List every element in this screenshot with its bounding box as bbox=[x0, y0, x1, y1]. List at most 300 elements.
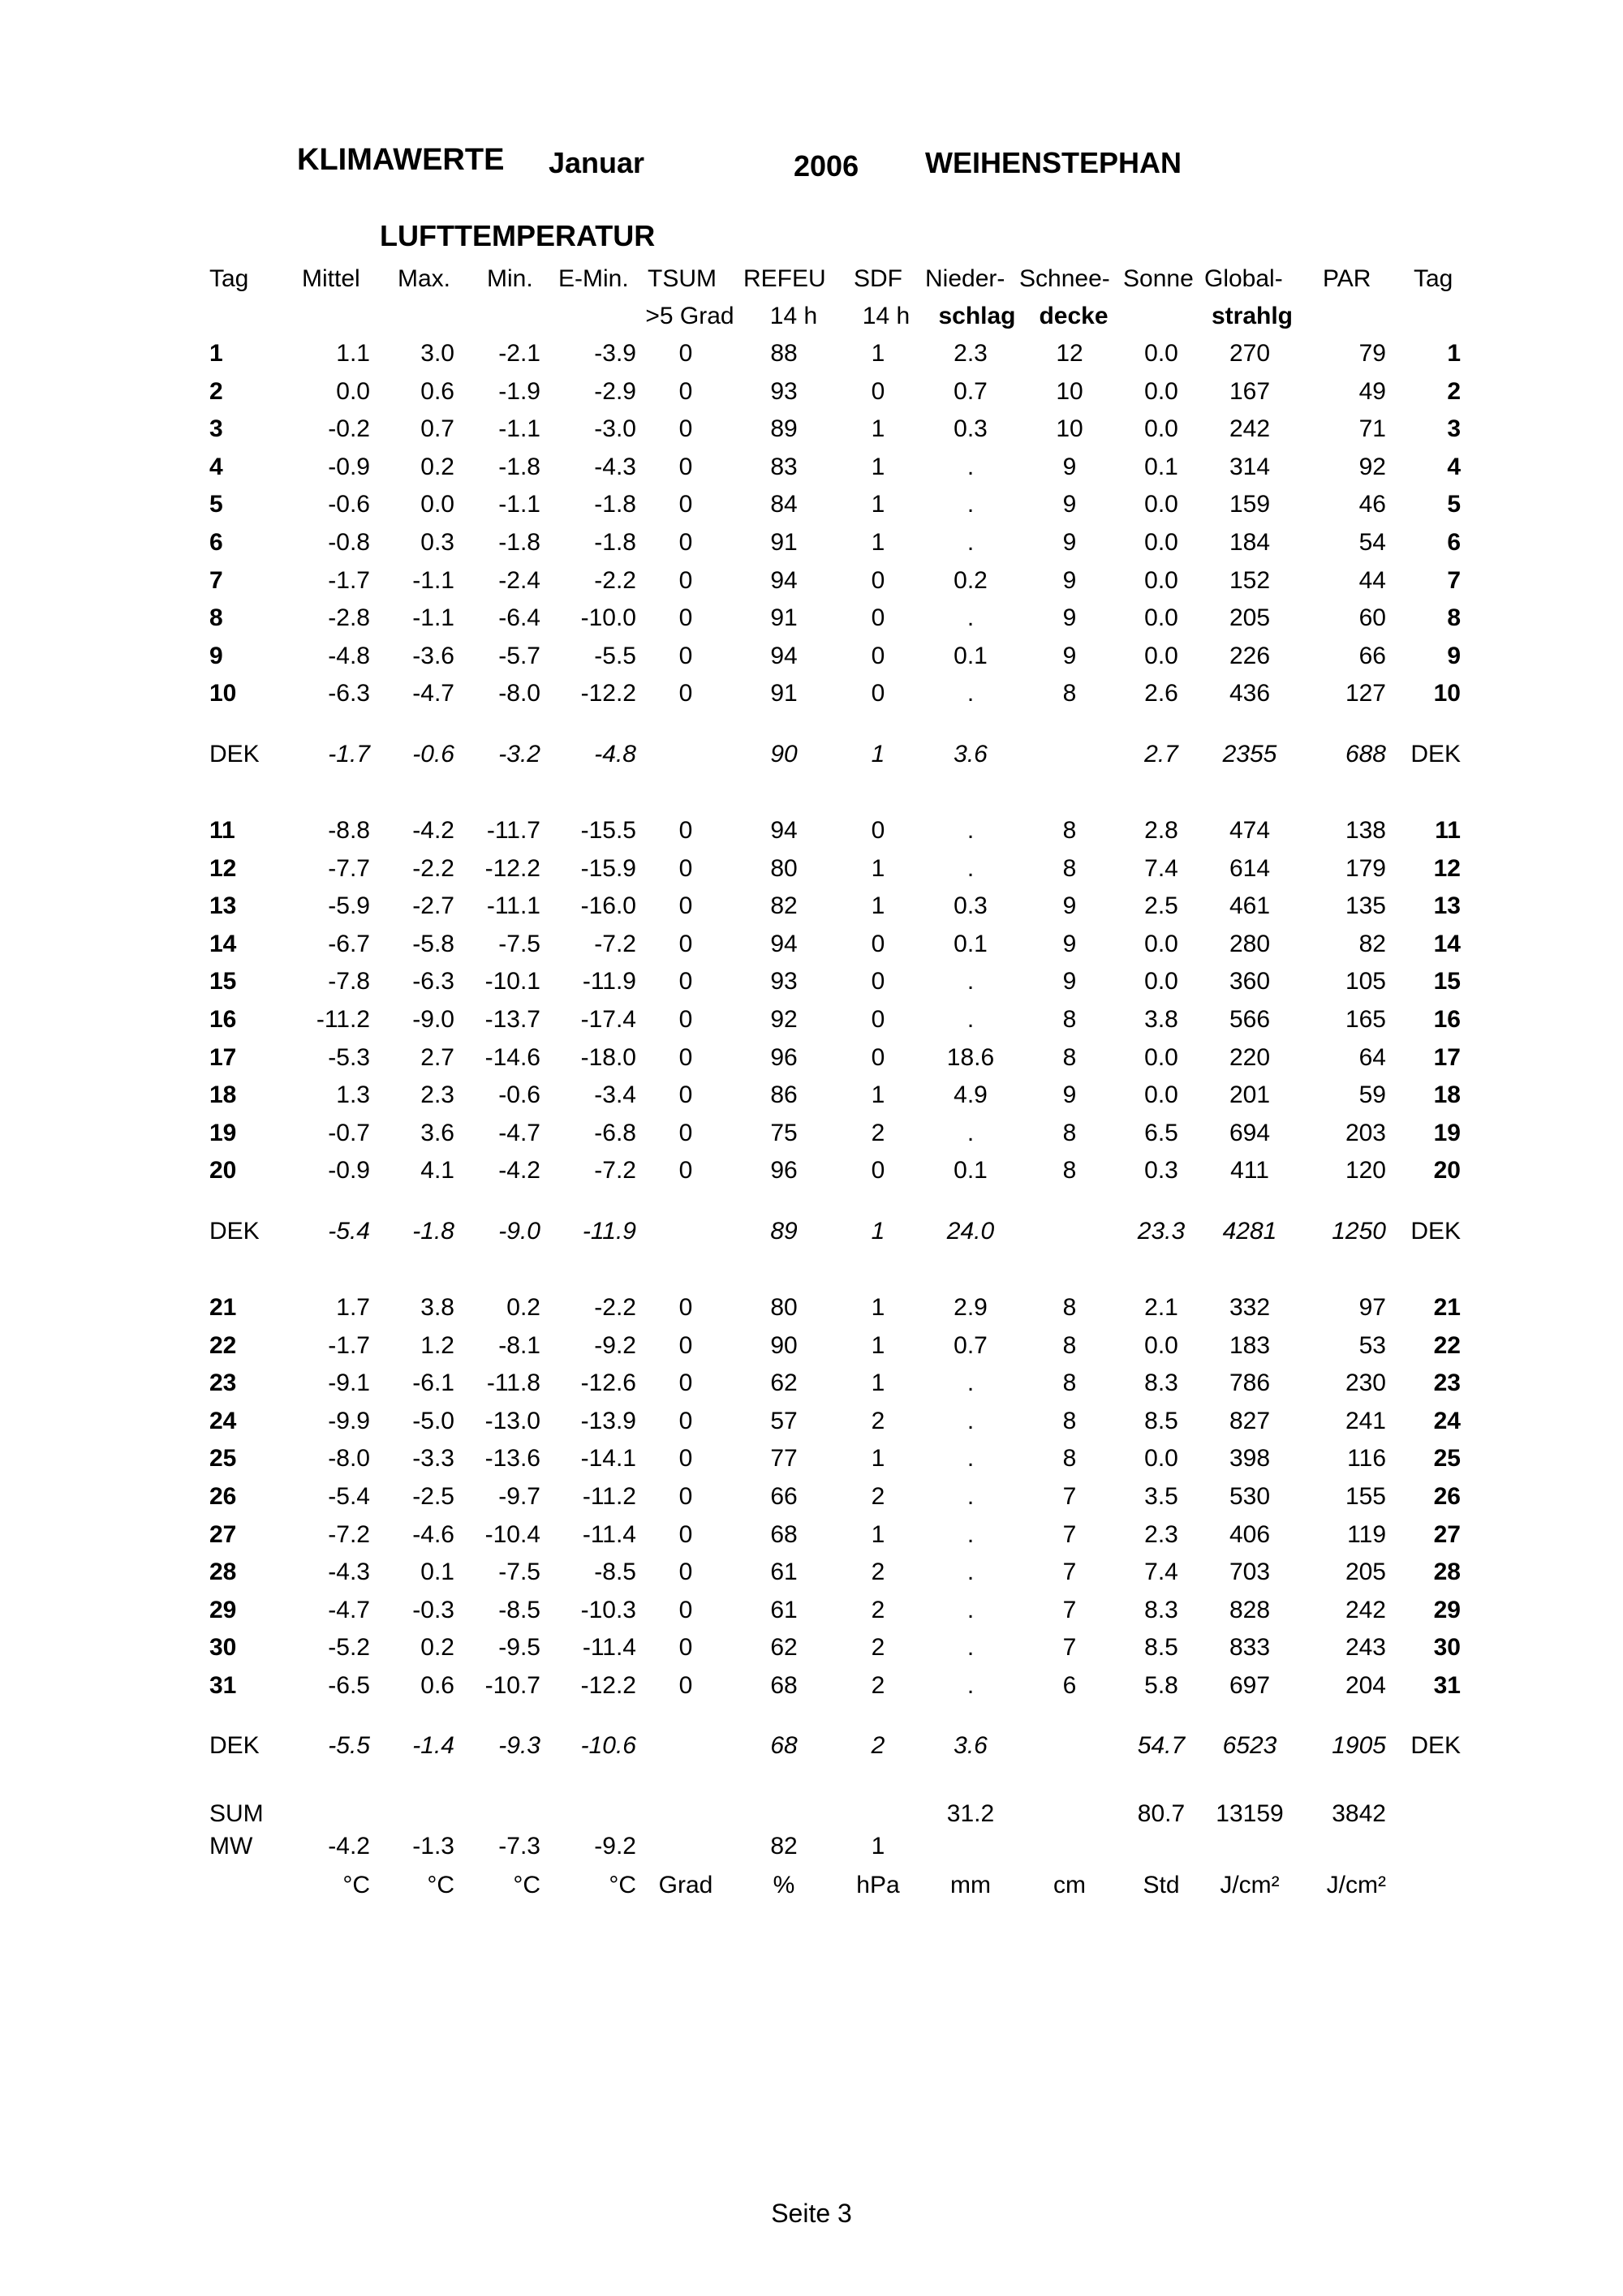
dek-value: -5.4 bbox=[328, 1218, 370, 1245]
sum-value: 3842 bbox=[1332, 1800, 1386, 1827]
table-cell: 0.1 bbox=[420, 1559, 454, 1585]
dek-value: 90 bbox=[770, 741, 798, 767]
table-cell: -2.1 bbox=[498, 340, 540, 367]
table-cell: 0.0 bbox=[1144, 491, 1178, 518]
table-cell: 201 bbox=[1229, 1081, 1271, 1108]
dek-value: -3.2 bbox=[498, 741, 540, 767]
table-cell: 2.9 bbox=[954, 1294, 988, 1321]
table-cell: 183 bbox=[1229, 1332, 1271, 1359]
table-cell: 220 bbox=[1229, 1044, 1271, 1071]
table-cell: 8.3 bbox=[1144, 1597, 1178, 1623]
table-cell: -0.8 bbox=[328, 529, 370, 556]
dek-value: 54.7 bbox=[1137, 1732, 1186, 1759]
table-cell: 9 bbox=[1062, 529, 1077, 556]
table-cell: . bbox=[966, 1408, 975, 1434]
table-cell: 9 bbox=[1062, 454, 1077, 480]
table-cell: 94 bbox=[770, 567, 798, 594]
column-header-mittel: Mittel bbox=[302, 265, 360, 292]
table-cell: 4.1 bbox=[420, 1157, 454, 1184]
table-cell: 8 bbox=[1062, 680, 1077, 707]
table-cell: 91 bbox=[770, 680, 798, 707]
day-number-right: 20 bbox=[1433, 1157, 1461, 1184]
table-cell: -14.1 bbox=[580, 1445, 636, 1472]
table-cell: 165 bbox=[1345, 1006, 1386, 1033]
table-cell: 93 bbox=[770, 378, 798, 405]
table-cell: 360 bbox=[1229, 968, 1271, 995]
table-cell: 66 bbox=[770, 1483, 798, 1510]
column-header-schnee: Schnee- bbox=[1019, 265, 1110, 292]
table-cell: 0.3 bbox=[954, 415, 988, 442]
day-number-right: 23 bbox=[1433, 1369, 1461, 1396]
table-cell: 1 bbox=[871, 1081, 885, 1108]
day-number: 29 bbox=[209, 1597, 237, 1623]
unit-label: J/cm² bbox=[1220, 1872, 1280, 1898]
table-cell: 9 bbox=[1062, 1081, 1077, 1108]
table-cell: 230 bbox=[1345, 1369, 1386, 1396]
table-cell: 2 bbox=[871, 1559, 885, 1585]
sum-value: 13159 bbox=[1216, 1800, 1284, 1827]
table-cell: -0.3 bbox=[412, 1597, 454, 1623]
table-cell: . bbox=[966, 817, 975, 844]
table-cell: 461 bbox=[1229, 892, 1271, 919]
table-cell: 0 bbox=[678, 378, 693, 405]
table-cell: 12 bbox=[1056, 340, 1083, 367]
table-cell: 205 bbox=[1345, 1559, 1386, 1585]
table-cell: -0.7 bbox=[328, 1120, 370, 1146]
table-cell: 1 bbox=[871, 529, 885, 556]
table-cell: 204 bbox=[1345, 1672, 1386, 1699]
table-cell: -6.7 bbox=[328, 931, 370, 957]
table-cell: 2.1 bbox=[1144, 1294, 1178, 1321]
table-cell: -3.9 bbox=[594, 340, 636, 367]
day-number-right: 18 bbox=[1433, 1081, 1461, 1108]
table-cell: -17.4 bbox=[580, 1006, 636, 1033]
dek-label-right: DEK bbox=[1410, 1218, 1461, 1245]
day-number: 31 bbox=[209, 1672, 237, 1699]
table-cell: . bbox=[966, 968, 975, 995]
table-cell: 2.3 bbox=[954, 340, 988, 367]
table-cell: 1 bbox=[871, 491, 885, 518]
doc-title: KLIMAWERTE bbox=[297, 143, 505, 177]
table-cell: -7.2 bbox=[328, 1521, 370, 1548]
table-cell: 0 bbox=[678, 1445, 693, 1472]
day-number-right: 14 bbox=[1433, 931, 1461, 957]
table-cell: 0.0 bbox=[1144, 378, 1178, 405]
table-cell: 8.3 bbox=[1144, 1369, 1178, 1396]
day-number-right: 8 bbox=[1447, 604, 1461, 631]
column-header-nied: Nieder- bbox=[925, 265, 1005, 292]
table-cell: 159 bbox=[1229, 491, 1271, 518]
day-number: 22 bbox=[209, 1332, 237, 1359]
dek-value: -1.8 bbox=[412, 1218, 454, 1245]
table-cell: 0.2 bbox=[954, 567, 988, 594]
table-cell: 9 bbox=[1062, 968, 1077, 995]
table-cell: 703 bbox=[1229, 1559, 1271, 1585]
table-cell: 0.2 bbox=[420, 1634, 454, 1661]
table-cell: 0 bbox=[678, 1634, 693, 1661]
column-header-sdf: SDF bbox=[854, 265, 902, 292]
table-cell: -5.3 bbox=[328, 1044, 370, 1071]
table-cell: 155 bbox=[1345, 1483, 1386, 1510]
table-cell: -4.2 bbox=[412, 817, 454, 844]
table-cell: -2.2 bbox=[412, 855, 454, 882]
table-cell: . bbox=[966, 1120, 975, 1146]
day-number-right: 17 bbox=[1433, 1044, 1461, 1071]
day-number: 2 bbox=[209, 378, 223, 405]
table-cell: 8.5 bbox=[1144, 1634, 1178, 1661]
table-cell: 2 bbox=[871, 1483, 885, 1510]
day-number: 10 bbox=[209, 680, 237, 707]
unit-label: °C bbox=[609, 1872, 636, 1898]
table-cell: 8 bbox=[1062, 1408, 1077, 1434]
table-cell: -7.8 bbox=[328, 968, 370, 995]
table-cell: 0 bbox=[678, 1157, 693, 1184]
table-cell: -4.8 bbox=[328, 643, 370, 669]
table-cell: 116 bbox=[1347, 1445, 1386, 1472]
table-cell: 49 bbox=[1358, 378, 1386, 405]
table-cell: 46 bbox=[1358, 491, 1386, 518]
table-cell: 8 bbox=[1062, 1294, 1077, 1321]
day-number: 14 bbox=[209, 931, 237, 957]
mw-value: 1 bbox=[871, 1833, 885, 1860]
table-cell: 3.0 bbox=[420, 340, 454, 367]
column-header-min: Min. bbox=[487, 265, 533, 292]
table-cell: -11.2 bbox=[316, 1006, 370, 1033]
day-number-right: 19 bbox=[1433, 1120, 1461, 1146]
table-cell: 91 bbox=[770, 604, 798, 631]
table-cell: 203 bbox=[1345, 1120, 1386, 1146]
dek-value: -1.4 bbox=[412, 1732, 454, 1759]
table-cell: . bbox=[966, 1559, 975, 1585]
table-cell: -9.9 bbox=[328, 1408, 370, 1434]
table-cell: -0.9 bbox=[328, 454, 370, 480]
table-cell: -1.9 bbox=[498, 378, 540, 405]
table-cell: -1.8 bbox=[498, 529, 540, 556]
table-cell: 8 bbox=[1062, 1120, 1077, 1146]
dek-value: 24.0 bbox=[946, 1218, 995, 1245]
mw-value: 82 bbox=[770, 1833, 798, 1860]
table-cell: 0 bbox=[678, 1483, 693, 1510]
table-cell: -10.7 bbox=[484, 1672, 540, 1699]
table-cell: 0 bbox=[871, 604, 885, 631]
table-cell: 96 bbox=[770, 1157, 798, 1184]
table-cell: -1.8 bbox=[594, 491, 636, 518]
section-title: LUFTTEMPERATUR bbox=[380, 219, 656, 252]
dek-value: -10.6 bbox=[580, 1732, 636, 1759]
dek-value: 1250 bbox=[1332, 1218, 1386, 1245]
unit-label: % bbox=[773, 1872, 795, 1898]
table-cell: 280 bbox=[1229, 931, 1271, 957]
table-cell: -1.1 bbox=[498, 491, 540, 518]
day-number-right: 31 bbox=[1433, 1672, 1461, 1699]
table-cell: 2.3 bbox=[1144, 1521, 1178, 1548]
mw-value: -9.2 bbox=[594, 1833, 636, 1860]
table-cell: -3.0 bbox=[594, 415, 636, 442]
table-cell: 2 bbox=[871, 1408, 885, 1434]
table-cell: 82 bbox=[1358, 931, 1386, 957]
table-cell: -8.0 bbox=[498, 680, 540, 707]
table-cell: -4.3 bbox=[594, 454, 636, 480]
day-number-right: 28 bbox=[1433, 1559, 1461, 1585]
dek-value: 68 bbox=[770, 1732, 798, 1759]
table-cell: . bbox=[966, 680, 975, 707]
table-cell: -8.0 bbox=[328, 1445, 370, 1472]
table-cell: -6.8 bbox=[594, 1120, 636, 1146]
table-cell: -6.3 bbox=[328, 680, 370, 707]
table-cell: 84 bbox=[770, 491, 798, 518]
day-number: 27 bbox=[209, 1521, 237, 1548]
table-cell: 167 bbox=[1229, 378, 1271, 405]
sum-value: 80.7 bbox=[1137, 1800, 1186, 1827]
table-cell: 3.8 bbox=[420, 1294, 454, 1321]
table-cell: 8 bbox=[1062, 1157, 1077, 1184]
table-cell: -0.2 bbox=[328, 415, 370, 442]
table-cell: 92 bbox=[1358, 454, 1386, 480]
table-cell: 82 bbox=[770, 892, 798, 919]
table-cell: 398 bbox=[1229, 1445, 1271, 1472]
table-cell: 152 bbox=[1229, 567, 1271, 594]
table-cell: 9 bbox=[1062, 604, 1077, 631]
table-cell: 2.3 bbox=[420, 1081, 454, 1108]
table-cell: . bbox=[966, 1006, 975, 1033]
table-cell: 827 bbox=[1229, 1408, 1271, 1434]
unit-label: hPa bbox=[856, 1872, 900, 1898]
dek-label-right: DEK bbox=[1410, 1732, 1461, 1759]
table-cell: 1 bbox=[871, 415, 885, 442]
table-cell: 10 bbox=[1056, 415, 1083, 442]
table-cell: 89 bbox=[770, 415, 798, 442]
table-cell: 105 bbox=[1345, 968, 1386, 995]
dek-label: DEK bbox=[209, 741, 260, 767]
dek-value: -1.7 bbox=[328, 741, 370, 767]
table-cell: . bbox=[966, 1597, 975, 1623]
table-cell: 241 bbox=[1345, 1408, 1386, 1434]
table-cell: -18.0 bbox=[580, 1044, 636, 1071]
table-cell: -16.0 bbox=[580, 892, 636, 919]
table-cell: 0.0 bbox=[1144, 567, 1178, 594]
unit-label: Grad bbox=[658, 1872, 713, 1898]
day-number: 25 bbox=[209, 1445, 237, 1472]
dek-label: DEK bbox=[209, 1732, 260, 1759]
table-cell: -6.3 bbox=[412, 968, 454, 995]
table-cell: 8 bbox=[1062, 1332, 1077, 1359]
day-number: 4 bbox=[209, 454, 223, 480]
table-cell: 9 bbox=[1062, 931, 1077, 957]
table-cell: 0 bbox=[871, 567, 885, 594]
table-cell: 9 bbox=[1062, 567, 1077, 594]
table-cell: 0.0 bbox=[336, 378, 370, 405]
table-cell: 0 bbox=[678, 680, 693, 707]
table-cell: . bbox=[966, 1634, 975, 1661]
table-cell: 8 bbox=[1062, 1044, 1077, 1071]
table-cell: 3.8 bbox=[1144, 1006, 1178, 1033]
table-cell: -5.5 bbox=[594, 643, 636, 669]
table-cell: 314 bbox=[1229, 454, 1271, 480]
dek-value: 6523 bbox=[1222, 1732, 1277, 1759]
table-cell: 0 bbox=[678, 1408, 693, 1434]
day-number-right: 24 bbox=[1433, 1408, 1461, 1434]
table-cell: -7.7 bbox=[328, 855, 370, 882]
table-cell: 62 bbox=[770, 1634, 798, 1661]
table-cell: 0.0 bbox=[1144, 529, 1178, 556]
table-cell: 0.0 bbox=[1144, 643, 1178, 669]
table-cell: -5.0 bbox=[412, 1408, 454, 1434]
column-subheader-global: strahlg bbox=[1211, 303, 1294, 329]
table-cell: -1.7 bbox=[328, 567, 370, 594]
dek-value: 2355 bbox=[1222, 741, 1277, 767]
column-header-tag: Tag bbox=[209, 265, 249, 292]
table-cell: 127 bbox=[1345, 680, 1386, 707]
table-cell: -9.7 bbox=[498, 1483, 540, 1510]
table-cell: 205 bbox=[1229, 604, 1271, 631]
table-cell: 0.1 bbox=[954, 643, 988, 669]
table-cell: -2.4 bbox=[498, 567, 540, 594]
table-cell: 138 bbox=[1345, 817, 1386, 844]
table-cell: 6 bbox=[1062, 1672, 1077, 1699]
table-cell: 566 bbox=[1229, 1006, 1271, 1033]
table-cell: 9 bbox=[1062, 892, 1077, 919]
table-cell: 0.0 bbox=[1144, 1044, 1178, 1071]
table-cell: . bbox=[966, 1521, 975, 1548]
table-cell: 411 bbox=[1230, 1157, 1269, 1184]
table-cell: -12.6 bbox=[580, 1369, 636, 1396]
day-number-right: 1 bbox=[1447, 340, 1461, 367]
table-cell: 0 bbox=[871, 680, 885, 707]
table-cell: 0.7 bbox=[420, 415, 454, 442]
day-number-right: 30 bbox=[1433, 1634, 1461, 1661]
table-cell: 0.0 bbox=[1144, 968, 1178, 995]
day-number: 21 bbox=[209, 1294, 237, 1321]
table-cell: . bbox=[966, 1483, 975, 1510]
table-cell: 135 bbox=[1345, 892, 1386, 919]
mw-label: MW bbox=[209, 1833, 253, 1860]
table-cell: -13.9 bbox=[580, 1408, 636, 1434]
table-cell: -11.4 bbox=[582, 1634, 636, 1661]
table-cell: -2.2 bbox=[594, 1294, 636, 1321]
table-cell: -6.4 bbox=[498, 604, 540, 631]
table-cell: . bbox=[966, 855, 975, 882]
table-cell: 0 bbox=[678, 931, 693, 957]
table-cell: -11.2 bbox=[582, 1483, 636, 1510]
table-cell: 0.1 bbox=[1144, 454, 1178, 480]
table-cell: 8 bbox=[1062, 1369, 1077, 1396]
table-cell: 92 bbox=[770, 1006, 798, 1033]
table-cell: -2.2 bbox=[594, 567, 636, 594]
table-cell: 0 bbox=[871, 1006, 885, 1033]
table-cell: -2.9 bbox=[594, 378, 636, 405]
table-cell: 8 bbox=[1062, 1006, 1077, 1033]
table-cell: 0 bbox=[678, 1044, 693, 1071]
table-cell: 83 bbox=[770, 454, 798, 480]
table-cell: 436 bbox=[1229, 680, 1271, 707]
day-number: 5 bbox=[209, 491, 223, 518]
table-cell: 120 bbox=[1345, 1157, 1386, 1184]
table-cell: 6.5 bbox=[1144, 1120, 1178, 1146]
table-cell: 7.4 bbox=[1144, 1559, 1178, 1585]
unit-label: Std bbox=[1143, 1872, 1180, 1898]
table-cell: -11.9 bbox=[582, 968, 636, 995]
dek-value: 2 bbox=[871, 1732, 885, 1759]
table-cell: 226 bbox=[1229, 643, 1271, 669]
table-cell: 833 bbox=[1229, 1634, 1271, 1661]
table-cell: -12.2 bbox=[580, 680, 636, 707]
table-cell: -2.5 bbox=[412, 1483, 454, 1510]
table-cell: 0.0 bbox=[1144, 931, 1178, 957]
table-cell: 332 bbox=[1229, 1294, 1271, 1321]
day-number-right: 4 bbox=[1447, 454, 1461, 480]
table-cell: 0 bbox=[678, 1521, 693, 1548]
table-cell: -0.6 bbox=[498, 1081, 540, 1108]
table-cell: -10.4 bbox=[484, 1521, 540, 1548]
table-cell: 0.7 bbox=[954, 378, 988, 405]
table-cell: 0 bbox=[678, 817, 693, 844]
table-cell: 60 bbox=[1358, 604, 1386, 631]
day-number: 28 bbox=[209, 1559, 237, 1585]
table-cell: 0 bbox=[678, 1332, 693, 1359]
day-number: 6 bbox=[209, 529, 223, 556]
table-cell: -8.5 bbox=[498, 1597, 540, 1623]
table-cell: 0.0 bbox=[1144, 415, 1178, 442]
day-number-right: 3 bbox=[1447, 415, 1461, 442]
table-cell: 0.3 bbox=[1144, 1157, 1178, 1184]
day-number: 3 bbox=[209, 415, 223, 442]
table-cell: -4.7 bbox=[498, 1120, 540, 1146]
sum-value: 31.2 bbox=[946, 1800, 995, 1827]
dek-value: 688 bbox=[1345, 741, 1386, 767]
table-cell: 0.2 bbox=[420, 454, 454, 480]
table-cell: 80 bbox=[770, 1294, 798, 1321]
table-cell: -4.7 bbox=[328, 1597, 370, 1623]
table-cell: 0.7 bbox=[954, 1332, 988, 1359]
column-header-global: Global- bbox=[1204, 265, 1283, 292]
table-cell: -1.1 bbox=[412, 604, 454, 631]
unit-label: °C bbox=[427, 1872, 454, 1898]
table-cell: -6.5 bbox=[328, 1672, 370, 1699]
table-cell: 7 bbox=[1062, 1597, 1077, 1623]
table-cell: 7 bbox=[1062, 1521, 1077, 1548]
table-cell: 0 bbox=[678, 1006, 693, 1033]
table-cell: -11.8 bbox=[486, 1369, 540, 1396]
table-cell: 7 bbox=[1062, 1634, 1077, 1661]
day-number-right: 11 bbox=[1435, 817, 1461, 844]
table-cell: 1 bbox=[871, 892, 885, 919]
dek-value: -4.8 bbox=[594, 741, 636, 767]
table-cell: 9 bbox=[1062, 491, 1077, 518]
table-cell: 10 bbox=[1056, 378, 1083, 405]
table-cell: . bbox=[966, 1672, 975, 1699]
table-cell: 0 bbox=[678, 892, 693, 919]
table-cell: 614 bbox=[1229, 855, 1271, 882]
table-cell: 0 bbox=[871, 968, 885, 995]
table-cell: 0 bbox=[871, 1157, 885, 1184]
table-cell: 697 bbox=[1229, 1672, 1271, 1699]
table-cell: -10.1 bbox=[484, 968, 540, 995]
table-cell: 0 bbox=[678, 968, 693, 995]
dek-value: -9.0 bbox=[498, 1218, 540, 1245]
table-cell: 18.6 bbox=[946, 1044, 995, 1071]
table-cell: 0.0 bbox=[1144, 1445, 1178, 1472]
table-cell: 1 bbox=[871, 1521, 885, 1548]
table-cell: . bbox=[966, 454, 975, 480]
column-subheader-schnee: decke bbox=[1039, 303, 1109, 329]
table-cell: 242 bbox=[1229, 415, 1271, 442]
table-cell: -10.0 bbox=[580, 604, 636, 631]
table-cell: 0.0 bbox=[1144, 604, 1178, 631]
table-cell: 0 bbox=[678, 604, 693, 631]
table-cell: 61 bbox=[770, 1597, 798, 1623]
day-number-right: 21 bbox=[1433, 1294, 1461, 1321]
table-cell: -13.0 bbox=[484, 1408, 540, 1434]
